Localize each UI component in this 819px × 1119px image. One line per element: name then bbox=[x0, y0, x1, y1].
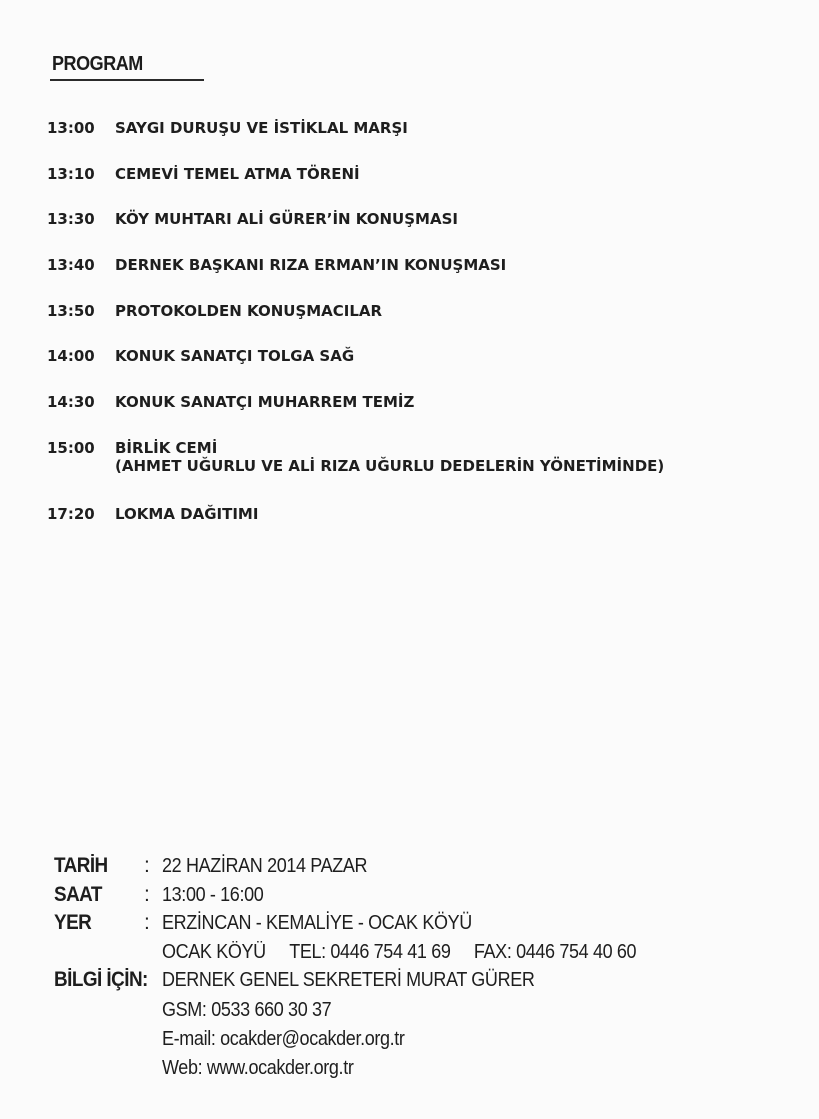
schedule-time: 14:30 bbox=[47, 393, 95, 411]
date-colon: : bbox=[144, 854, 150, 877]
info-label: BİLGİ İÇİN: bbox=[54, 968, 148, 991]
time-label: SAAT bbox=[54, 883, 102, 906]
email-address: E-mail: ocakder@ocakder.org.tr bbox=[162, 1028, 405, 1050]
schedule-time: 13:40 bbox=[47, 256, 95, 274]
time-value: 13:00 - 16:00 bbox=[162, 884, 264, 906]
schedule-time: 13:30 bbox=[47, 210, 95, 228]
phone-number: TEL: 0446 754 41 69 bbox=[289, 941, 451, 963]
contact-line bbox=[162, 938, 636, 966]
program-heading-underline bbox=[50, 79, 204, 81]
schedule-text: SAYGI DURUŞU VE İSTİKLAL MARŞI bbox=[115, 119, 408, 137]
time-colon: : bbox=[144, 883, 150, 906]
date-value: 22 HAZİRAN 2014 PAZAR bbox=[162, 855, 368, 877]
fax-number: FAX: 0446 754 40 60 bbox=[473, 941, 637, 963]
place-label: YER bbox=[54, 911, 92, 934]
gsm-number: GSM: 0533 660 30 37 bbox=[162, 999, 332, 1021]
schedule-text: LOKMA DAĞITIMI bbox=[115, 505, 259, 523]
schedule-text: PROTOKOLDEN KONUŞMACILAR bbox=[115, 302, 383, 320]
schedule-time: 15:00 bbox=[47, 439, 95, 457]
schedule-time: 13:10 bbox=[47, 165, 95, 183]
schedule-text: BİRLİK CEMİ bbox=[115, 439, 218, 457]
date-label: TARİH bbox=[54, 854, 108, 877]
schedule-time: 13:50 bbox=[47, 302, 95, 320]
schedule-time: 13:00 bbox=[47, 119, 95, 137]
schedule-time: 14:00 bbox=[47, 347, 95, 365]
schedule-text: CEMEVİ TEMEL ATMA TÖRENİ bbox=[115, 165, 360, 183]
schedule-text: KONUK SANATÇI MUHARREM TEMİZ bbox=[115, 393, 415, 411]
schedule-subtext: (AHMET UĞURLU VE ALİ RIZA UĞURLU DEDELERİN YÖNETİMİNDE) bbox=[115, 457, 665, 475]
place-name: OCAK KÖYÜ bbox=[162, 941, 266, 963]
schedule-text: DERNEK BAŞKANI RIZA ERMAN’IN KONUŞMASI bbox=[115, 256, 507, 274]
schedule-text: KONUK SANATÇI TOLGA SAĞ bbox=[115, 347, 355, 365]
website-address: Web: www.ocakder.org.tr bbox=[162, 1057, 354, 1079]
place-colon: : bbox=[144, 911, 150, 934]
program-heading: PROGRAM bbox=[52, 53, 143, 75]
schedule-time: 17:20 bbox=[47, 505, 95, 523]
schedule-text: KÖY MUHTARI ALİ GÜRER’İN KONUŞMASI bbox=[115, 210, 458, 228]
place-value: ERZİNCAN - KEMALİYE - OCAK KÖYÜ bbox=[162, 912, 472, 934]
info-contact-person: DERNEK GENEL SEKRETERİ MURAT GÜRER bbox=[162, 969, 535, 991]
